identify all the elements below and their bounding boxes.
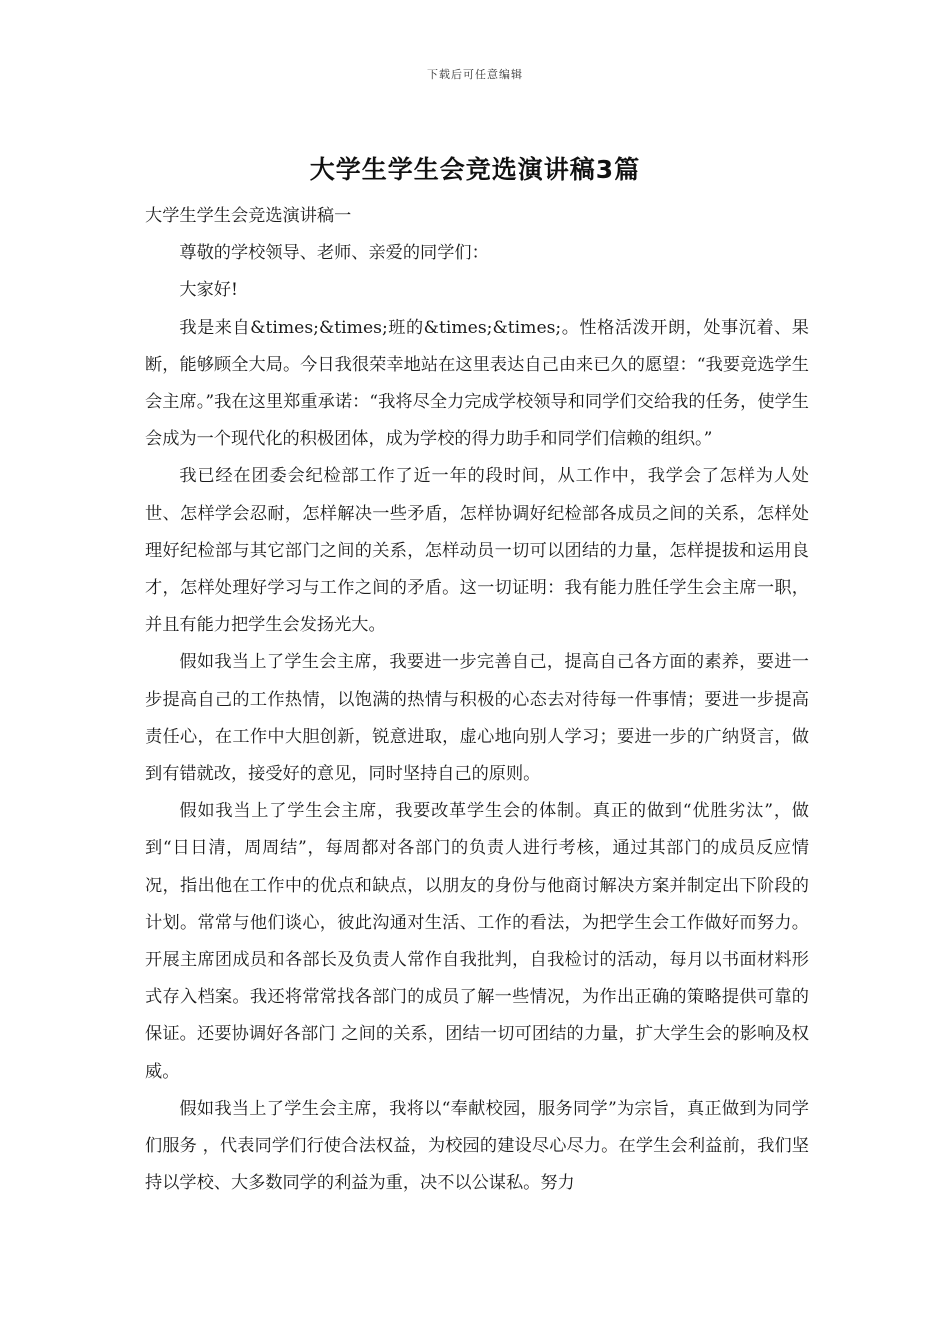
- paragraph-experience: 我已经在团委会纪检部工作了近一年的段时间，从工作中，我学会了怎样为人处世、怎样学会忍耐，怎样解决一些矛盾，怎样协调好纪检部各成员之间的关系，怎样处理好纪检部与其它部门之间的关系，怎样动员一切可以团结的力量，怎样提拔和运用良才，怎样处理好学习与工作之间的矛盾。这一切证明：我有能力胜任学生会主席一职，并且有能力把学生会发扬光大。: [145, 466, 809, 636]
- paragraph-greeting: 大家好!: [179, 280, 238, 301]
- page-header-note: 下载后可任意编辑: [427, 68, 523, 81]
- document-title: 大学生学生会竞选演讲稿3篇: [309, 155, 641, 184]
- paragraph-salutation: 尊敬的学校领导、老师、亲爱的同学们：: [179, 243, 489, 264]
- paragraph-introduction: 我是来自&times;&times;班的&times;&times;。性格活泼开朗，处事沉着、果断，能够顾全大局。今日我很荣幸地站在这里表达自己由来已久的愿望：“我要竞选学生会主席。”我在这里郑重承诺：“我将尽全力完成学校领导和同学们交给我的任务，使学生会成为一个现代化的积极团体，成为学校的得力助手和同学们信赖的组织。”: [145, 317, 809, 450]
- paragraph-reform: 假如我当上了学生会主席，我要改革学生会的体制。真正的做到“优胜劣汰”，做到“日日清，周周结”，每周都对各部门的负责人进行考核，通过其部门的成员反应情况，指出他在工作中的优点和缺点，以朋友的身份与他商讨解决方案并制定出下阶段的计划。常常与他们谈心，彼此沟通对生活、工作的看法，为把学生会工作做好而努力。开展主席团成员和各部长及负责人常作自我批判，自我检讨的活动，每月以书面材料形式存入档案。我还将常常找各部门的成员了解一些情况，为作出正确的策略提供可靠的保证。还要协调好各部门 之间的关系，团结一切可团结的力量，扩大学生会的影响及权威。: [145, 801, 809, 1082]
- section-heading: 大学生学生会竞选演讲稿一: [145, 206, 352, 226]
- paragraph-self-improvement: 假如我当上了学生会主席，我要进一步完善自己，提高自己各方面的素养，要进一步提高自己的工作热情，以饱满的热情与积极的心态去对待每一件事情；要进一步提高责任心，在工作中大胆创新，锐意进取，虚心地向别人学习；要进一步的广纳贤言，做到有错就改，接受好的意见，同时坚持自己的原则。: [145, 652, 809, 785]
- document-body: [145, 198, 809, 1202]
- paragraph-service: 假如我当上了学生会主席，我将以“奉献校园，服务同学”为宗旨，真正做到为同学们服务 ，代表同学们行使合法权益，为校园的建设尽心尽力。在学生会利益前，我们坚持以学校、大多数同学的利益为重，决不以公谋私。努力: [145, 1098, 809, 1194]
